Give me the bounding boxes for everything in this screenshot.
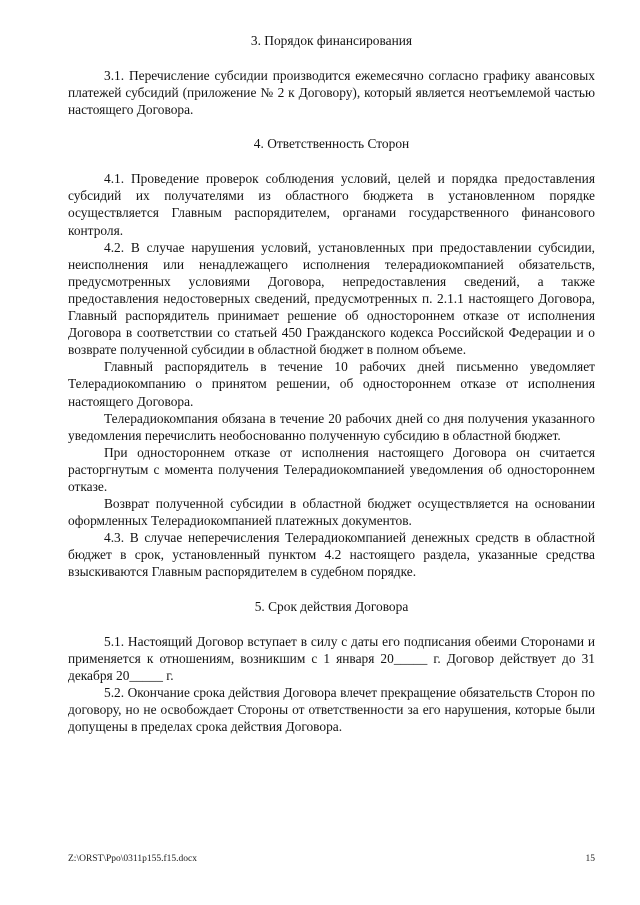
section-heading: 3. Порядок финансирования [250,33,413,48]
paragraph: 5.2. Окончание срока действия Договора влечет прекращение обязательств Сторон по договору, но не освобождает Стороны от ответственности за его нарушения, которые были допущены в пределах срока действия Договора. [68,684,595,734]
section-heading: 4. Ответственность Сторон [253,136,410,152]
page-footer [68,853,595,865]
paragraph: 3.1. Перечисление субсидии производится ежемесячно согласно графику авансовых платежей субсидий (приложение № 2 к Договору), который является неотъемлемой частью настоящего Договора. [68,68,595,118]
paragraph: Главный распорядитель в течение 10 рабочих дней письменно уведомляет Телерадиокомпанию о принятом решении, об одностороннем отказе от исполнения настоящего Договора. [68,359,595,409]
document-page [68,32,595,735]
section-body [68,633,595,736]
paragraph: 4.2. В случае нарушения условий, установленных при предоставлении субсидии, неисполнения или ненадлежащего исполнения телерадиокомпанией обязательств, предусмотренных условиями Договора, непредоставления сведений, а также предоставления недостоверных сведений, предусмотренных п. 2.1.1 настоящего Договора, Главный распорядитель принимает решение об одностороннем отказе от исполнения Договора в соответствии со статьей 450 Гражданского кодекса Российской Федерации и о возврате полученной субсидии в областной бюджет в полном объеме. [68,239,595,358]
file-path: Z:\ORST\Ppo\0311p155.f15.docx [68,854,197,864]
paragraph: 4.1. Проведение проверок соблюдения условий, целей и порядка предоставления субсидий их получателями из областного бюджета в установленном порядке осуществляется Главным распорядителем, органами государственного финансового контроля. [68,171,595,238]
section-body [68,67,595,118]
section-heading: 5. Срок действия Договора [254,598,409,614]
paragraph: Телерадиокомпания обязана в течение 20 рабочих дней со дня получения указанного уведомления перечислить необоснованно полученную субсидию в областной бюджет. [68,410,595,443]
section-body [68,170,595,580]
paragraph: Возврат полученной субсидии в областной бюджет осуществляется на основании оформленных Телерадиокомпанией платежных документов. [68,496,595,529]
paragraph: 5.1. Настоящий Договор вступает в силу с даты его подписания обеими Сторонами и применяется к отношениям, возникшим с 1 января 20_____ г. Договор действует до 31 декабря 20_____ г. [68,633,595,683]
page-number: 15 [585,854,595,864]
paragraph: При одностороннем отказе от исполнения настоящего Договора он считается расторгнутым с момента получения Телерадиокомпанией уведомления об одностороннем отказе. [68,444,595,494]
paragraph: 4.3. В случае неперечисления Телерадиокомпанией денежных средств в областной бюджет в срок, установленный пунктом 4.2 настоящего раздела, указанные средства взыскиваются Главным распорядителем в судебном порядке. [68,530,595,580]
